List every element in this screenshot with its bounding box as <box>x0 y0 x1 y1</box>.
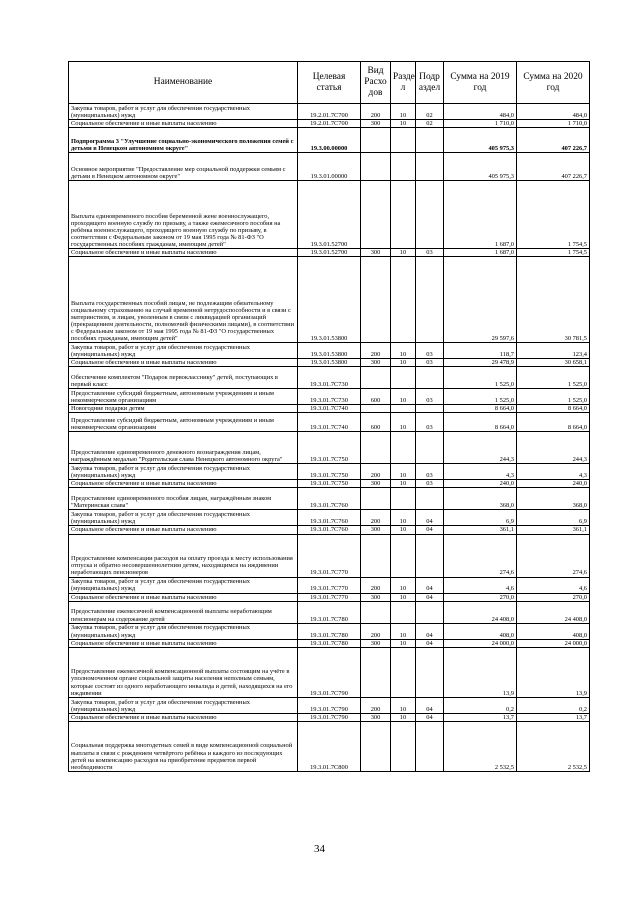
row-sum-2019: 1 525,0 <box>444 389 517 405</box>
row-expense-type: 300 <box>361 249 391 257</box>
row-sum-2019: 2 532,5 <box>444 721 517 771</box>
row-expense-type: 300 <box>361 120 391 128</box>
row-sum-2019: 29 597,6 <box>444 257 517 343</box>
row-target-article: 19.3.01.52700 <box>298 249 361 257</box>
row-name: Предоставление субсидий бюджетным, автономным учреждениям и иным некоммерческим организациям <box>69 389 298 405</box>
row-target-article: 19.3.01.7С790 <box>298 647 361 697</box>
row-expense-type: 600 <box>361 389 391 405</box>
table-row <box>69 359 590 367</box>
row-sum-2019: 118,7 <box>444 343 517 359</box>
row-sum-2020: 6,9 <box>517 510 590 526</box>
table-row <box>69 488 590 510</box>
row-name: Социальное обеспечение и иные выплаты населению <box>69 593 298 601</box>
row-sum-2020: 24 000,0 <box>517 639 590 647</box>
budget-table <box>68 61 590 772</box>
table-row <box>69 647 590 697</box>
row-name: Подпрограмма 3 "Улучшение социально-экономического положения семей с детьми в Ненецком автономном округе" <box>69 128 298 153</box>
row-section: 10 <box>391 389 416 405</box>
row-sum-2019: 8 664,0 <box>444 405 517 413</box>
table-row <box>69 577 590 593</box>
row-subsection <box>416 405 444 413</box>
row-section: 10 <box>391 413 416 432</box>
row-sum-2020: 0,2 <box>517 697 590 713</box>
row-section <box>391 128 416 153</box>
row-sum-2020: 24 408,0 <box>517 601 590 623</box>
row-sum-2020: 4,3 <box>517 464 590 480</box>
row-name: Социальное обеспечение и иные выплаты населению <box>69 526 298 534</box>
row-expense-type: 300 <box>361 713 391 721</box>
row-subsection <box>416 432 444 464</box>
row-target-article: 19.2.01.7С700 <box>298 120 361 128</box>
row-expense-type <box>361 432 391 464</box>
row-section: 10 <box>391 359 416 367</box>
row-target-article: 19.3.01.7С760 <box>298 526 361 534</box>
row-sum-2020: 123,4 <box>517 343 590 359</box>
row-target-article: 19.3.01.00000 <box>298 153 361 181</box>
row-expense-type: 300 <box>361 480 391 488</box>
row-expense-type: 200 <box>361 104 391 120</box>
row-name: Обеспечение комплектом "Подарок первокласснику" детей, поступающих в первый класс <box>69 367 298 389</box>
row-expense-type: 300 <box>361 359 391 367</box>
table-row <box>69 405 590 413</box>
table-header-row <box>69 62 590 104</box>
row-subsection <box>416 367 444 389</box>
row-subsection <box>416 128 444 153</box>
row-section <box>391 488 416 510</box>
row-subsection <box>416 153 444 181</box>
row-target-article: 19.3.00.00000 <box>298 128 361 153</box>
row-target-article: 19.3.01.7С730 <box>298 389 361 405</box>
table-row <box>69 104 590 120</box>
row-sum-2020: 1 525,0 <box>517 367 590 389</box>
table-row <box>69 120 590 128</box>
row-subsection: 02 <box>416 104 444 120</box>
header-subsection: Подр аздел <box>416 62 444 104</box>
row-sum-2019: 408,0 <box>444 623 517 639</box>
row-subsection: 03 <box>416 389 444 405</box>
row-sum-2019: 6,9 <box>444 510 517 526</box>
row-expense-type <box>361 153 391 181</box>
table-row <box>69 510 590 526</box>
table-row <box>69 721 590 771</box>
row-name: Предоставление ежемесячной компенсационной выплаты состоящим на учёте в уполномоченном органе социальной защиты населения неполным семьям, которые состоят из одного неработающего инвалида и детей, находящихся на его иждивении <box>69 647 298 697</box>
row-name: Закупка товаров, работ и услуг для обеспечения государственных (муниципальных) нужд <box>69 623 298 639</box>
row-sum-2020: 361,1 <box>517 526 590 534</box>
row-target-article: 19.3.01.53800 <box>298 257 361 343</box>
row-target-article: 19.2.01.7С700 <box>298 104 361 120</box>
row-expense-type: 200 <box>361 623 391 639</box>
row-sum-2019: 270,0 <box>444 593 517 601</box>
row-sum-2020: 30 658,1 <box>517 359 590 367</box>
row-target-article: 19.3.01.7С760 <box>298 488 361 510</box>
row-sum-2020: 240,0 <box>517 480 590 488</box>
table-row <box>69 367 590 389</box>
row-target-article: 19.3.01.7С790 <box>298 697 361 713</box>
row-target-article: 19.3.01.7С750 <box>298 432 361 464</box>
row-subsection: 04 <box>416 593 444 601</box>
row-target-article: 19.3.01.7С750 <box>298 480 361 488</box>
table-row <box>69 697 590 713</box>
row-sum-2020: 244,3 <box>517 432 590 464</box>
row-name: Социальное обеспечение и иные выплаты населению <box>69 639 298 647</box>
row-name: Закупка товаров, работ и услуг для обеспечения государственных (муниципальных) нужд <box>69 464 298 480</box>
row-sum-2019: 13,9 <box>444 647 517 697</box>
row-subsection: 04 <box>416 623 444 639</box>
row-sum-2019: 4,6 <box>444 577 517 593</box>
row-sum-2020: 484,0 <box>517 104 590 120</box>
row-sum-2019: 13,7 <box>444 713 517 721</box>
row-name: Социальное обеспечение и иные выплаты населению <box>69 480 298 488</box>
row-name: Новогодние подарки детям <box>69 405 298 413</box>
row-expense-type <box>361 601 391 623</box>
row-sum-2019: 484,0 <box>444 104 517 120</box>
row-section: 10 <box>391 480 416 488</box>
table-row <box>69 713 590 721</box>
row-name: Социальное обеспечение и иные выплаты населению <box>69 713 298 721</box>
row-target-article: 19.3.01.7С780 <box>298 639 361 647</box>
row-section: 10 <box>391 623 416 639</box>
row-target-article: 19.3.01.7С730 <box>298 367 361 389</box>
row-sum-2020: 13,7 <box>517 713 590 721</box>
table-row <box>69 128 590 153</box>
row-expense-type <box>361 405 391 413</box>
row-subsection: 03 <box>416 480 444 488</box>
header-expense-type: Вид Расхо дов <box>361 62 391 104</box>
row-sum-2020: 4,6 <box>517 577 590 593</box>
row-subsection: 04 <box>416 510 444 526</box>
row-subsection <box>416 647 444 697</box>
row-section <box>391 721 416 771</box>
row-section: 10 <box>391 526 416 534</box>
row-subsection: 04 <box>416 526 444 534</box>
row-name: Закупка товаров, работ и услуг для обеспечения государственных (муниципальных) нужд <box>69 510 298 526</box>
row-name: Выплата единовременного пособия беременной жене военнослужащего, проходящего военную службу по призыву, а также ежемесячного пособия на ребёнка военнослужащего, проходящего военную службу по призыву, в соответствии с Федеральным законом от 19 мая 1995 года № 81-ФЗ "О государственных пособиях гражданам, имеющим детей" <box>69 181 298 249</box>
row-expense-type: 200 <box>361 577 391 593</box>
row-name: Закупка товаров, работ и услуг для обеспечения государственных (муниципальных) нужд <box>69 577 298 593</box>
row-section: 10 <box>391 713 416 721</box>
table-row <box>69 257 590 343</box>
row-sum-2019: 405 975,3 <box>444 128 517 153</box>
row-section <box>391 647 416 697</box>
row-target-article: 19.3.01.7С770 <box>298 577 361 593</box>
row-target-article: 19.3.01.7С780 <box>298 601 361 623</box>
row-sum-2020: 1 710,0 <box>517 120 590 128</box>
row-expense-type <box>361 721 391 771</box>
row-target-article: 19.3.01.7С780 <box>298 623 361 639</box>
row-name: Предоставление субсидий бюджетным, автономным учреждениям и иным некоммерческим организациям <box>69 413 298 432</box>
row-subsection <box>416 181 444 249</box>
header-section: Разде л <box>391 62 416 104</box>
row-expense-type: 300 <box>361 593 391 601</box>
row-subsection <box>416 488 444 510</box>
table-row <box>69 181 590 249</box>
row-subsection: 03 <box>416 343 444 359</box>
row-expense-type <box>361 647 391 697</box>
row-section: 10 <box>391 697 416 713</box>
row-sum-2019: 8 664,0 <box>444 413 517 432</box>
row-subsection: 04 <box>416 577 444 593</box>
row-name: Социальное обеспечение и иные выплаты населению <box>69 120 298 128</box>
row-expense-type: 200 <box>361 510 391 526</box>
row-section <box>391 257 416 343</box>
row-target-article: 19.3.01.7С800 <box>298 721 361 771</box>
row-subsection: 04 <box>416 697 444 713</box>
table-row <box>69 639 590 647</box>
row-sum-2020: 1 754,5 <box>517 249 590 257</box>
row-subsection: 03 <box>416 249 444 257</box>
row-sum-2020: 8 664,0 <box>517 405 590 413</box>
table-body <box>69 104 590 772</box>
table-row <box>69 480 590 488</box>
row-sum-2019: 1 687,0 <box>444 181 517 249</box>
row-name: Предоставление компенсации расходов на оплату проезда к месту использования отпуска и обратно несовершеннолетним детям, находящимся на иждивении неработающих пенсионеров <box>69 534 298 577</box>
table-row <box>69 249 590 257</box>
row-target-article: 19.3.01.7С740 <box>298 413 361 432</box>
row-sum-2019: 240,0 <box>444 480 517 488</box>
row-sum-2019: 1 525,0 <box>444 367 517 389</box>
row-expense-type: 300 <box>361 639 391 647</box>
row-expense-type: 300 <box>361 526 391 534</box>
row-sum-2020: 270,0 <box>517 593 590 601</box>
table-row <box>69 534 590 577</box>
row-target-article: 19.3.01.53800 <box>298 343 361 359</box>
row-sum-2020: 407 226,7 <box>517 153 590 181</box>
row-name: Социальная поддержка многодетных семей в виде компенсационной социальной выплаты в связи с рождением четвёртого ребёнка и каждого из последующих детей на компенсацию расходов на приобретение предметов первой необходимости <box>69 721 298 771</box>
row-expense-type <box>361 534 391 577</box>
row-subsection <box>416 601 444 623</box>
row-section: 10 <box>391 510 416 526</box>
row-expense-type <box>361 257 391 343</box>
row-sum-2020: 13,9 <box>517 647 590 697</box>
row-sum-2019: 29 478,9 <box>444 359 517 367</box>
row-expense-type: 600 <box>361 413 391 432</box>
header-target-article: Целевая статья <box>298 62 361 104</box>
row-section: 10 <box>391 249 416 257</box>
row-expense-type <box>361 128 391 153</box>
row-sum-2019: 244,3 <box>444 432 517 464</box>
row-sum-2019: 1 687,0 <box>444 249 517 257</box>
page-number: 34 <box>314 843 325 855</box>
row-name: Предоставление единовременного денежного вознаграждения лицам, награждённым медалью "Родительская слава Ненецкого автономного округа" <box>69 432 298 464</box>
row-section: 10 <box>391 343 416 359</box>
row-expense-type: 200 <box>361 343 391 359</box>
row-target-article: 19.3.01.7С760 <box>298 510 361 526</box>
row-sum-2019: 0,2 <box>444 697 517 713</box>
row-section: 10 <box>391 593 416 601</box>
row-name: Предоставление ежемесячной компенсационной выплаты неработающим пенсионерам на содержание детей <box>69 601 298 623</box>
row-sum-2020: 408,0 <box>517 623 590 639</box>
row-section <box>391 367 416 389</box>
row-sum-2019: 4,3 <box>444 464 517 480</box>
table-row <box>69 623 590 639</box>
header-sum-2020: Сумма на 2020 год <box>517 62 590 104</box>
table-row <box>69 601 590 623</box>
row-expense-type: 200 <box>361 464 391 480</box>
header-name: Наименование <box>69 62 298 104</box>
row-sum-2019: 361,1 <box>444 526 517 534</box>
row-section: 10 <box>391 577 416 593</box>
table-row <box>69 464 590 480</box>
row-section <box>391 432 416 464</box>
row-section <box>391 534 416 577</box>
row-subsection: 04 <box>416 713 444 721</box>
row-subsection: 03 <box>416 359 444 367</box>
row-sum-2020: 368,0 <box>517 488 590 510</box>
row-sum-2020: 274,6 <box>517 534 590 577</box>
row-sum-2019: 405 975,3 <box>444 153 517 181</box>
row-target-article: 19.3.01.52700 <box>298 181 361 249</box>
row-name: Социальное обеспечение и иные выплаты населению <box>69 359 298 367</box>
row-name: Закупка товаров, работ и услуг для обеспечения государственных (муниципальных) нужд <box>69 104 298 120</box>
row-section: 10 <box>391 639 416 647</box>
row-section <box>391 181 416 249</box>
row-target-article: 19.3.01.7С790 <box>298 713 361 721</box>
row-target-article: 19.3.01.7С770 <box>298 534 361 577</box>
row-expense-type <box>361 181 391 249</box>
table-row <box>69 413 590 432</box>
table-row <box>69 593 590 601</box>
table-row <box>69 526 590 534</box>
row-target-article: 19.3.01.7С740 <box>298 405 361 413</box>
row-name: Социальное обеспечение и иные выплаты населению <box>69 249 298 257</box>
table-row <box>69 432 590 464</box>
row-target-article: 19.3.01.7С750 <box>298 464 361 480</box>
row-expense-type <box>361 367 391 389</box>
row-section <box>391 601 416 623</box>
row-target-article: 19.3.01.7С770 <box>298 593 361 601</box>
row-subsection <box>416 257 444 343</box>
row-sum-2019: 24 000,0 <box>444 639 517 647</box>
row-sum-2019: 1 710,0 <box>444 120 517 128</box>
row-sum-2020: 407 226,7 <box>517 128 590 153</box>
row-sum-2020: 30 781,5 <box>517 257 590 343</box>
row-sum-2020: 2 532,5 <box>517 721 590 771</box>
row-subsection: 02 <box>416 120 444 128</box>
row-subsection: 03 <box>416 464 444 480</box>
row-sum-2020: 1 754,5 <box>517 181 590 249</box>
row-expense-type <box>361 488 391 510</box>
row-name: Предоставление единовременного пособия лицам, награждённым знаком "Материнская слава" <box>69 488 298 510</box>
row-name: Закупка товаров, работ и услуг для обеспечения государственных (муниципальных) нужд <box>69 343 298 359</box>
row-subsection: 03 <box>416 413 444 432</box>
row-sum-2019: 274,6 <box>444 534 517 577</box>
row-section <box>391 153 416 181</box>
row-subsection: 04 <box>416 639 444 647</box>
row-name: Закупка товаров, работ и услуг для обеспечения государственных (муниципальных) нужд <box>69 697 298 713</box>
row-sum-2020: 1 525,0 <box>517 389 590 405</box>
row-section: 10 <box>391 120 416 128</box>
row-sum-2019: 24 408,0 <box>444 601 517 623</box>
row-section <box>391 405 416 413</box>
table-row <box>69 153 590 181</box>
row-section: 10 <box>391 464 416 480</box>
header-sum-2019: Сумма на 2019 год <box>444 62 517 104</box>
row-sum-2020: 8 664,0 <box>517 413 590 432</box>
row-subsection <box>416 721 444 771</box>
row-subsection <box>416 534 444 577</box>
row-target-article: 19.3.01.53800 <box>298 359 361 367</box>
table-row <box>69 343 590 359</box>
row-expense-type: 200 <box>361 697 391 713</box>
row-section: 10 <box>391 104 416 120</box>
row-sum-2019: 368,0 <box>444 488 517 510</box>
table-row <box>69 389 590 405</box>
row-name: Выплата государственных пособий лицам, не подлежащим обязательному социальному страхованию на случай временной нетрудоспособности и в связи с материнством, и лицам, уволенным в связи с ликвидацией организаций (прекращением деятельности, полномочий физическими лицами), в соответствии с Федеральным законом от 19 мая 1995 года № 81-ФЗ "О государственных пособиях гражданам, имеющим детей" <box>69 257 298 343</box>
row-name: Основное мероприятие "Предоставление мер социальной поддержки семьям с детьми в Ненецком автономном округе" <box>69 153 298 181</box>
